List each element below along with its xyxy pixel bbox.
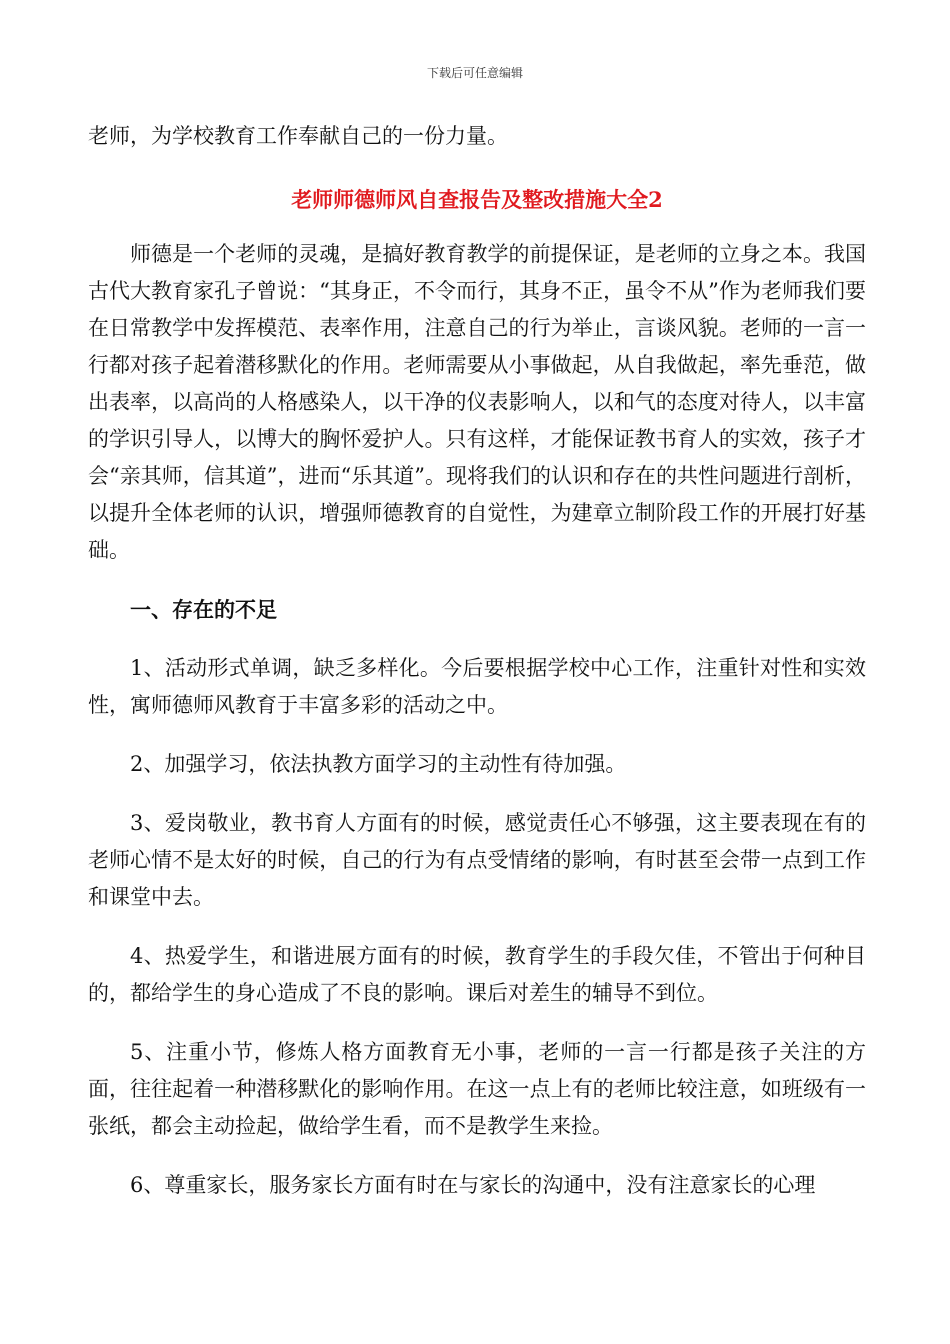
list-item: 6、尊重家长，服务家长方面有时在与家长的沟通中，没有注意家长的心理 [130, 1173, 816, 1197]
list-item: 1、活动形式单调，缺乏多样化。今后要根据学校中心工作，注重针对性和实效性，寓师德师风教育于丰富多彩的活动之中。 [88, 656, 866, 717]
document-body [88, 118, 866, 1204]
intro-paragraph: 师德是一个老师的灵魂，是搞好教育教学的前提保证，是老师的立身之本。我国古代大教育家孔子曾说：“其身正，不令而行，其身不正，虽令不从”作为老师我们要在日常教学中发挥模范、表率作用，注意自己的行为举止，言谈风貌。老师的一言一行都对孩子起着潜移默化的作用。老师需要从小事做起，从自我做起，率先垂范，做出表率，以高尚的人格感染人，以干净的仪表影响人，以和气的态度对待人，以丰富的学识引导人，以博大的胸怀爱护人。只有这样，才能保证教书育人的实效，孩子才会“亲其师，信其道”，进而“乐其道”。现将我们的认识和存在的共性问题进行剖析，以提升全体老师的认识，增强师德教育的自觉性，为建章立制阶段工作的开展打好基础。 [88, 242, 866, 562]
lead-paragraph: 老师，为学校教育工作奉献自己的一份力量。 [88, 124, 508, 148]
list-item: 4、热爱学生，和谐进展方面有的时候，教育学生的手段欠佳，不管出于何种目的，都给学生的身心造成了不良的影响。课后对差生的辅导不到位。 [88, 944, 866, 1005]
header-note: 下载后可任意编辑 [426, 66, 523, 80]
list-item: 3、爱岗敬业，教书育人方面有的时候，感觉责任心不够强，这主要表现在有的老师心情不是太好的时候，自己的行为有点受情绪的影响，有时甚至会带一点到工作和课堂中去。 [88, 811, 866, 909]
document-title: 老师师德师风自查报告及整改措施大全2 [291, 187, 663, 212]
list-item: 2、加强学习，依法执教方面学习的主动性有待加强。 [130, 752, 627, 776]
list-item: 5、注重小节，修炼人格方面教育无小事，老师的一言一行都是孩子关注的方面，往往起着一种潜移默化的影响作用。在这一点上有的老师比较注意，如班级有一张纸，都会主动捡起，做给学生看，而不是教学生来捡。 [88, 1040, 866, 1138]
section-heading: 一、存在的不足 [130, 597, 277, 622]
